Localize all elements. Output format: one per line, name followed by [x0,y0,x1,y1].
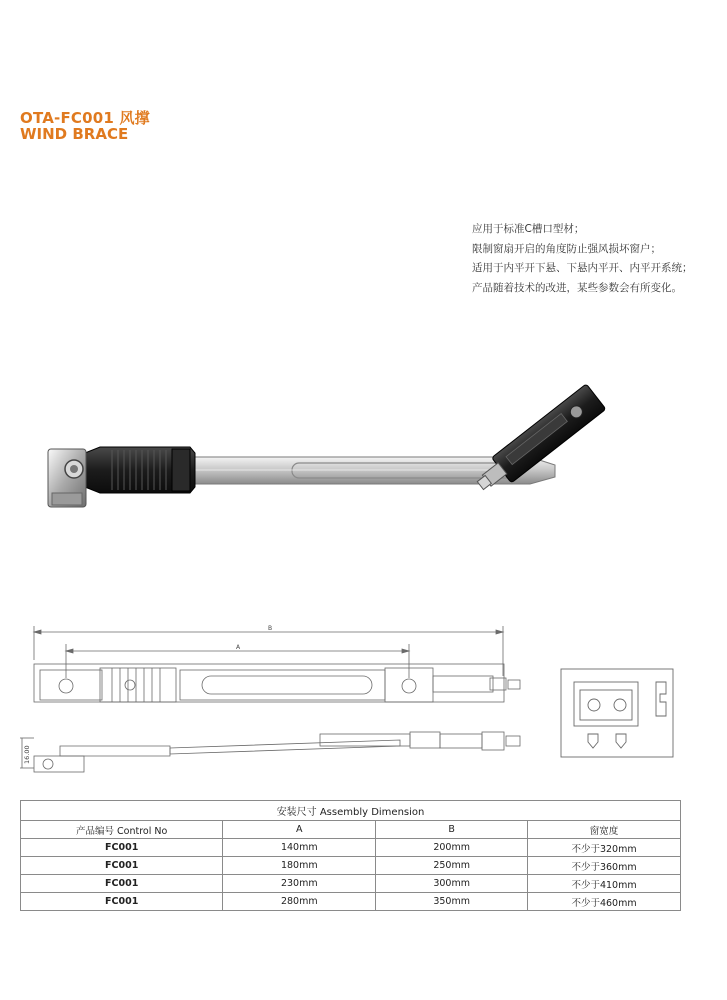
cell-window-width: 不少于320mm [528,839,681,857]
header-window-width: 窗宽度 [528,821,681,839]
black-grip-handle [80,447,195,493]
assembly-dimension-table [20,800,681,911]
cell-b: 350mm [376,893,528,911]
header-b: B [376,821,528,839]
table-header-row [21,821,681,839]
product-model-title: OTA-FC001 风撑 [20,109,150,127]
cell-a: 280mm [223,893,376,911]
table-caption: 安装尺寸 Assembly Dimension [21,801,681,821]
description-line: 应用于标准C槽口型材； [472,223,585,235]
table-row [21,893,681,911]
cell-a: 230mm [223,875,376,893]
table-row [21,875,681,893]
product-english-title: WIND BRACE [20,125,129,143]
technical-drawing [20,618,540,788]
cell-window-width: 不少于460mm [528,893,681,911]
dimension-b-label: B [268,625,273,632]
wind-brace-product-photo [40,365,610,515]
product-description [472,220,722,298]
description-line: 产品随着技术的改进，某些参数会有所变化。 [472,281,682,294]
dimension-a-label: A [236,644,241,651]
description-line: 限制窗扇开启的角度防止强风损坏窗户； [472,242,661,255]
cell-a: 140mm [223,839,376,857]
profile-detail-view [560,668,676,760]
cell-b: 300mm [376,875,528,893]
description-line: 适用于内平开下悬、下悬内平开、内平开系统； [472,262,693,274]
cell-control-no: FC001 [21,893,223,911]
cell-window-width: 不少于410mm [528,875,681,893]
dimension-height-label: 16.00 [23,745,31,764]
table-row [21,857,681,875]
table-row [21,839,681,857]
cell-control-no: FC001 [21,875,223,893]
cell-control-no: FC001 [21,839,223,857]
cell-control-no: FC001 [21,857,223,875]
chrome-hinge-block [48,449,86,507]
cell-b: 250mm [376,857,528,875]
header-control-no: 产品编号 Control No [21,821,223,839]
cell-b: 200mm [376,839,528,857]
header-a: A [223,821,376,839]
cell-window-width: 不少于360mm [528,857,681,875]
cell-a: 180mm [223,857,376,875]
